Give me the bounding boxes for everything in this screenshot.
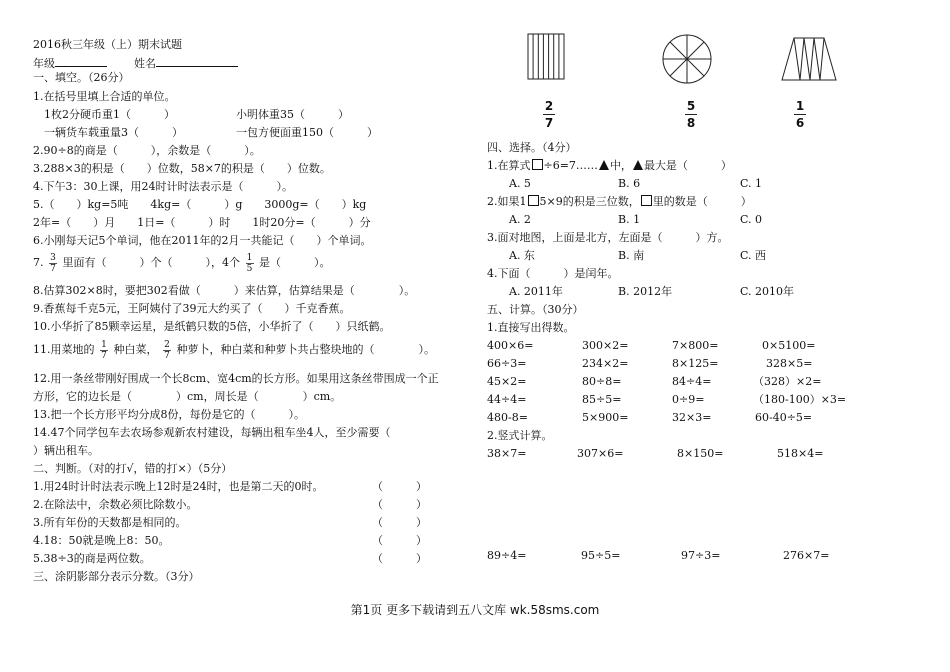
choice-q4-option-a[interactable]: A. 2011年 — [509, 285, 563, 298]
section1-heading: 一、填空。（26分） — [33, 71, 130, 84]
q1-1d: 一包方便面重150（ ） — [236, 126, 378, 139]
q1-11-middle: 种白菜， — [113, 343, 158, 356]
calc-item: 45×2= — [487, 375, 527, 388]
q1-7-middle: 里面有（ ）个（ ），4个 — [62, 256, 240, 269]
square-icon — [641, 195, 652, 206]
choice-q2-text-b: 5×9的积是三位数， — [539, 195, 640, 208]
q1-1c: 一辆货车载重量3（ ） — [44, 126, 183, 139]
choice-q1-option-b[interactable]: B. 6 — [618, 177, 641, 190]
calc-item: 85÷5= — [582, 393, 622, 406]
q1-7-suffix: 是（ ）。 — [259, 256, 331, 269]
judge-bracket-4[interactable]: （ ） — [372, 534, 427, 547]
square-icon — [528, 195, 539, 206]
choice-q2-text-c: 里的数是（ ） — [652, 195, 752, 208]
calc-item: 300×2= — [582, 339, 629, 352]
calc-item: （180-100）×3= — [753, 393, 847, 406]
vertical-calc-item: 8×150= — [677, 447, 724, 460]
q1-11 — [33, 339, 435, 361]
grade-name-line — [33, 55, 238, 71]
calc-item: 234×2= — [582, 357, 629, 370]
choice-q2-option-b[interactable]: B. 1 — [618, 213, 641, 226]
judge-bracket-5[interactable]: （ ） — [372, 552, 427, 565]
calc-item: 84÷4= — [672, 375, 712, 388]
calc-item: 480-8= — [487, 411, 528, 424]
q1-7-prefix: 7. — [33, 256, 44, 269]
triangle-icon — [599, 160, 609, 170]
judge-bracket-3[interactable]: （ ） — [372, 516, 427, 529]
judge-bracket-2[interactable]: （ ） — [372, 498, 427, 511]
vertical-calc-item: 276×7= — [783, 549, 830, 562]
q1-14a: 14.47个同学包车去农场参观新农村建设，每辆出租车坐4人，至少需要（ — [33, 426, 391, 439]
calc-item: 32×3= — [672, 411, 712, 424]
choice-q4-option-b[interactable]: B. 2012年 — [618, 285, 673, 298]
section4-heading: 四、选择。（4分） — [487, 141, 577, 154]
vertical-calc-item: 38×7= — [487, 447, 527, 460]
fraction-label-1-6: 1 6 — [795, 99, 805, 130]
q1-4: 4.下午3：30上课，用24时计时法表示是（ ）。 — [33, 180, 293, 193]
choice-q1-option-a[interactable]: A. 5 — [509, 177, 531, 190]
calc-sub2: 2.竖式计算。 — [487, 429, 553, 442]
q1-1a: 1枚2分硬币重1（ ） — [44, 108, 175, 121]
name-label: 姓名 — [134, 57, 156, 70]
choice-q3-option-b[interactable]: B. 南 — [618, 249, 645, 262]
section2-heading: 二、判断。（对的打√，错的打×）（5分） — [33, 462, 233, 475]
q1-8: 8.估算302×8时，要把302看做（ ）来估算，估算结果是（ ）。 — [33, 284, 416, 297]
q1-10: 10.小华折了85颗幸运星，是纸鹤只数的5倍，小华折了（ ）只纸鹤。 — [33, 320, 391, 333]
vertical-calc-item: 97÷3= — [681, 549, 721, 562]
q1-2: 2.90÷8的商是（ ），余数是（ ）。 — [33, 144, 261, 157]
calc-sub1: 1.直接写出得数。 — [487, 321, 575, 334]
fraction-1-5: $\frac{1}{5}$ — [246, 252, 253, 274]
choice-q1-text-b: ÷6=7…… — [543, 159, 598, 172]
vertical-calc-item: 95÷5= — [581, 549, 621, 562]
q1-1: 1.在括号里填上合适的单位。 — [33, 90, 176, 103]
choice-q2 — [487, 195, 752, 209]
fraction-1-7: $\frac{1}{7}$ — [101, 339, 107, 361]
page-footer: 第1页 更多下载请到五八文库 wk.58sms.com — [350, 603, 600, 617]
choice-q3-option-c[interactable]: C. 西 — [740, 249, 767, 262]
choice-q2-text-a: 2.如果1 — [487, 195, 527, 208]
section5-heading: 五、计算。（30分） — [487, 303, 584, 316]
judge-item-5: 5.38÷3的商是两位数。 — [33, 552, 151, 565]
vertical-calc-item: 89÷4= — [487, 549, 527, 562]
q1-14b: ）辆出租车。 — [33, 444, 99, 457]
calc-item: 60-40÷5= — [755, 411, 813, 424]
vertical-calc-item: 518×4= — [777, 447, 824, 460]
q1-11-prefix: 11.用菜地的 — [33, 343, 95, 356]
choice-q1-text-c: 中， — [609, 159, 632, 172]
q1-11-suffix: 种萝卜，种白菜和种萝卜共占整块地的（ ）。 — [176, 343, 435, 356]
judge-item-4: 4.18：50就是晚上8：50。 — [33, 534, 170, 547]
calc-item: 5×900= — [582, 411, 629, 424]
q1-5: 5.（ ）kg=5吨 4kg=（ ）g 3000g=（ ）kg — [33, 198, 367, 211]
choice-q4-option-c[interactable]: C. 2010年 — [740, 285, 795, 298]
q1-12b: 方形，它的边长是（ ）cm，周长是（ ）cm。 — [33, 390, 342, 403]
calc-item: 328×5= — [766, 357, 813, 370]
fraction-label-2-7: 2 7 — [544, 99, 554, 130]
calc-item: 400×6= — [487, 339, 534, 352]
calc-item: 0÷9= — [672, 393, 705, 406]
calc-item: 80÷8= — [582, 375, 622, 388]
judge-item-3: 3.所有年份的天数都是相同的。 — [33, 516, 187, 529]
choice-q1-text-a: 1.在算式 — [487, 159, 531, 172]
q1-7 — [33, 252, 331, 274]
q1-1b: 小明体重35（ ） — [236, 108, 349, 121]
choice-q1-text-d: 最大是（ ） — [643, 159, 732, 172]
fraction-label-5-8: 5 8 — [686, 99, 696, 130]
judge-item-2: 2.在除法中，余数必须比除数小。 — [33, 498, 198, 511]
calc-item: 66÷3= — [487, 357, 527, 370]
choice-q3-option-a[interactable]: A. 东 — [509, 249, 535, 262]
q1-6: 6.小刚每天记5个单词，他在2011年的2月一共能记（ ）个单词。 — [33, 234, 372, 247]
calc-item: 0×5100= — [762, 339, 816, 352]
trapezoid-6-parts-figure[interactable] — [780, 36, 838, 82]
calc-item: 7×800= — [672, 339, 719, 352]
choice-q1 — [487, 159, 732, 173]
q1-12a: 12.用一条丝带刚好围成一个长8cm、宽4cm的长方形。如果用这条丝带围成一个正 — [33, 372, 439, 385]
judge-bracket-1[interactable]: （ ） — [372, 480, 427, 493]
rectangle-7-parts-figure[interactable] — [527, 33, 567, 81]
calc-item: 8×125= — [672, 357, 719, 370]
choice-q2-option-c[interactable]: C. 0 — [740, 213, 763, 226]
judge-item-1: 1.用24时计时法表示晚上12时是24时，也是第二天的0时。 — [33, 480, 324, 493]
calc-item: （328）×2= — [753, 375, 822, 388]
calc-item: 44÷4= — [487, 393, 527, 406]
choice-q3: 3.面对地图，上面是北方，左面是（ ）方。 — [487, 231, 729, 244]
choice-q4: 4.下面（ ）是闰年。 — [487, 267, 619, 280]
choice-q1-option-c[interactable]: C. 1 — [740, 177, 763, 190]
q1-5b: 2年=（ ）月 1日=（ ）时 1时20分=（ ）分 — [33, 216, 371, 229]
square-icon — [532, 159, 543, 170]
q1-13: 13.把一个长方形平均分成8份，每份是它的（ ）。 — [33, 408, 305, 421]
triangle-icon — [633, 160, 643, 170]
fraction-2-7: $\frac{2}{7}$ — [164, 339, 170, 361]
paper-title: 2016秋三年级（上）期末试题 — [33, 38, 182, 51]
section3-heading: 三、涂阴影部分表示分数。（3分） — [33, 570, 200, 583]
circle-8-parts-figure[interactable] — [661, 33, 713, 85]
choice-q2-option-a[interactable]: A. 2 — [509, 213, 531, 226]
name-blank[interactable] — [156, 55, 238, 67]
vertical-calc-item: 307×6= — [577, 447, 624, 460]
grade-blank[interactable] — [55, 55, 107, 67]
fraction-3-7: $\frac{3}{7}$ — [50, 252, 56, 274]
grade-label: 年级 — [33, 57, 55, 70]
q1-3: 3.288×3的积是（ ）位数，58×7的积是（ ）位数。 — [33, 162, 331, 175]
q1-9: 9.香蕉每千克5元，王阿姨付了39元大约买了（ ）千克香蕉。 — [33, 302, 351, 315]
